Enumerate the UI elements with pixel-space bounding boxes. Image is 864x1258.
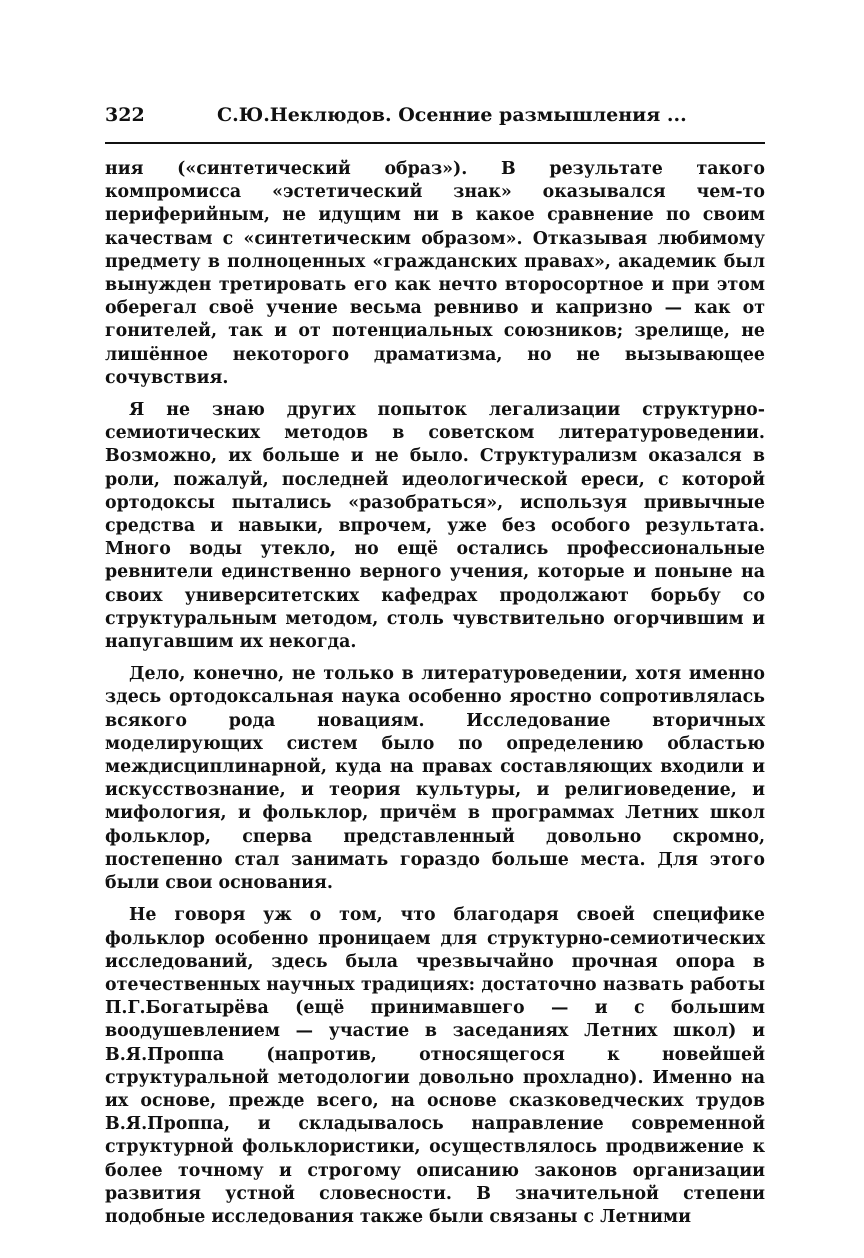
book-page xyxy=(105,104,765,1229)
paragraph-continuation: ния («синтетический образ»). В результате такого компромисса «эстетический знак» оказывался чем-то периферийным, не идущим ни в какое сравнение по своим качествам с «синтетическим образом». Отказывая любимому предмету в полноценных «гражданских правах», академик был вынужден третировать его как нечто второсортное и при этом оберегал своё учение весьма ревниво и капризно — как от гонителей, так и от потенциальных союзников; зрелище, не лишённое некоторого драматизма, но не вызывающее сочувствия. xyxy=(105,159,765,388)
header-rule xyxy=(105,142,765,144)
running-title: С.Ю.Неклюдов. Осенние размышления ... xyxy=(217,104,687,126)
page-number: 322 xyxy=(105,104,145,126)
running-head xyxy=(105,104,765,142)
paragraph: Я не знаю других попыток легализации структурно-семиотических методов в советском литературоведении. Возможно, их больше и не было. Структурализм оказался в роли, пожалуй, последней идеологической ереси, с которой ортодоксы пытались «разобраться», используя привычные средства и навыки, впрочем, уже без особого результата. Много воды утекло, но ещё остались профессиональные ревнители единственно верного учения, которые и поныне на своих университетских кафедрах продолжают борьбу со структуральным методом, столь чувствительно огорчившим и напугавшим их некогда. xyxy=(105,400,765,653)
paragraph: Не говоря уж о том, что благодаря своей специфике фольклор особенно проницаем для структурно-семиотических исследований, здесь была чрезвычайно прочная опора в отечественных научных традициях: достаточно назвать работы П.Г.Богатырёва (ещё принимавшего — и с большим воодушевлением — участие в заседаниях Летних школ) и В.Я.Проппа (напротив, относящегося к новейшей структуральной методологии довольно прохладно). Именно на их основе, прежде всего, на основе сказковедческих трудов В.Я.Проппа, и складывалось направление современной структурной фольклористики, осуществлялось продвижение к более точному и строгому описанию законов организации развития устной словесности. В значительной степени подобные исследования также были связаны с Летними xyxy=(105,905,765,1227)
paragraph: Дело, конечно, не только в литературоведении, хотя именно здесь ортодоксальная наука особенно яростно сопротивлялась всякого рода новациям. Исследование вторичных моделирующих систем было по определению областью междисциплинарной, куда на правах составляющих входили и искусствознание, и теория культуры, и религиоведение, и мифология, и фольклор, причём в программах Летних школ фольклор, сперва представленный довольно скромно, постепенно стал занимать гораздо больше места. Для этого были свои основания. xyxy=(105,664,765,894)
